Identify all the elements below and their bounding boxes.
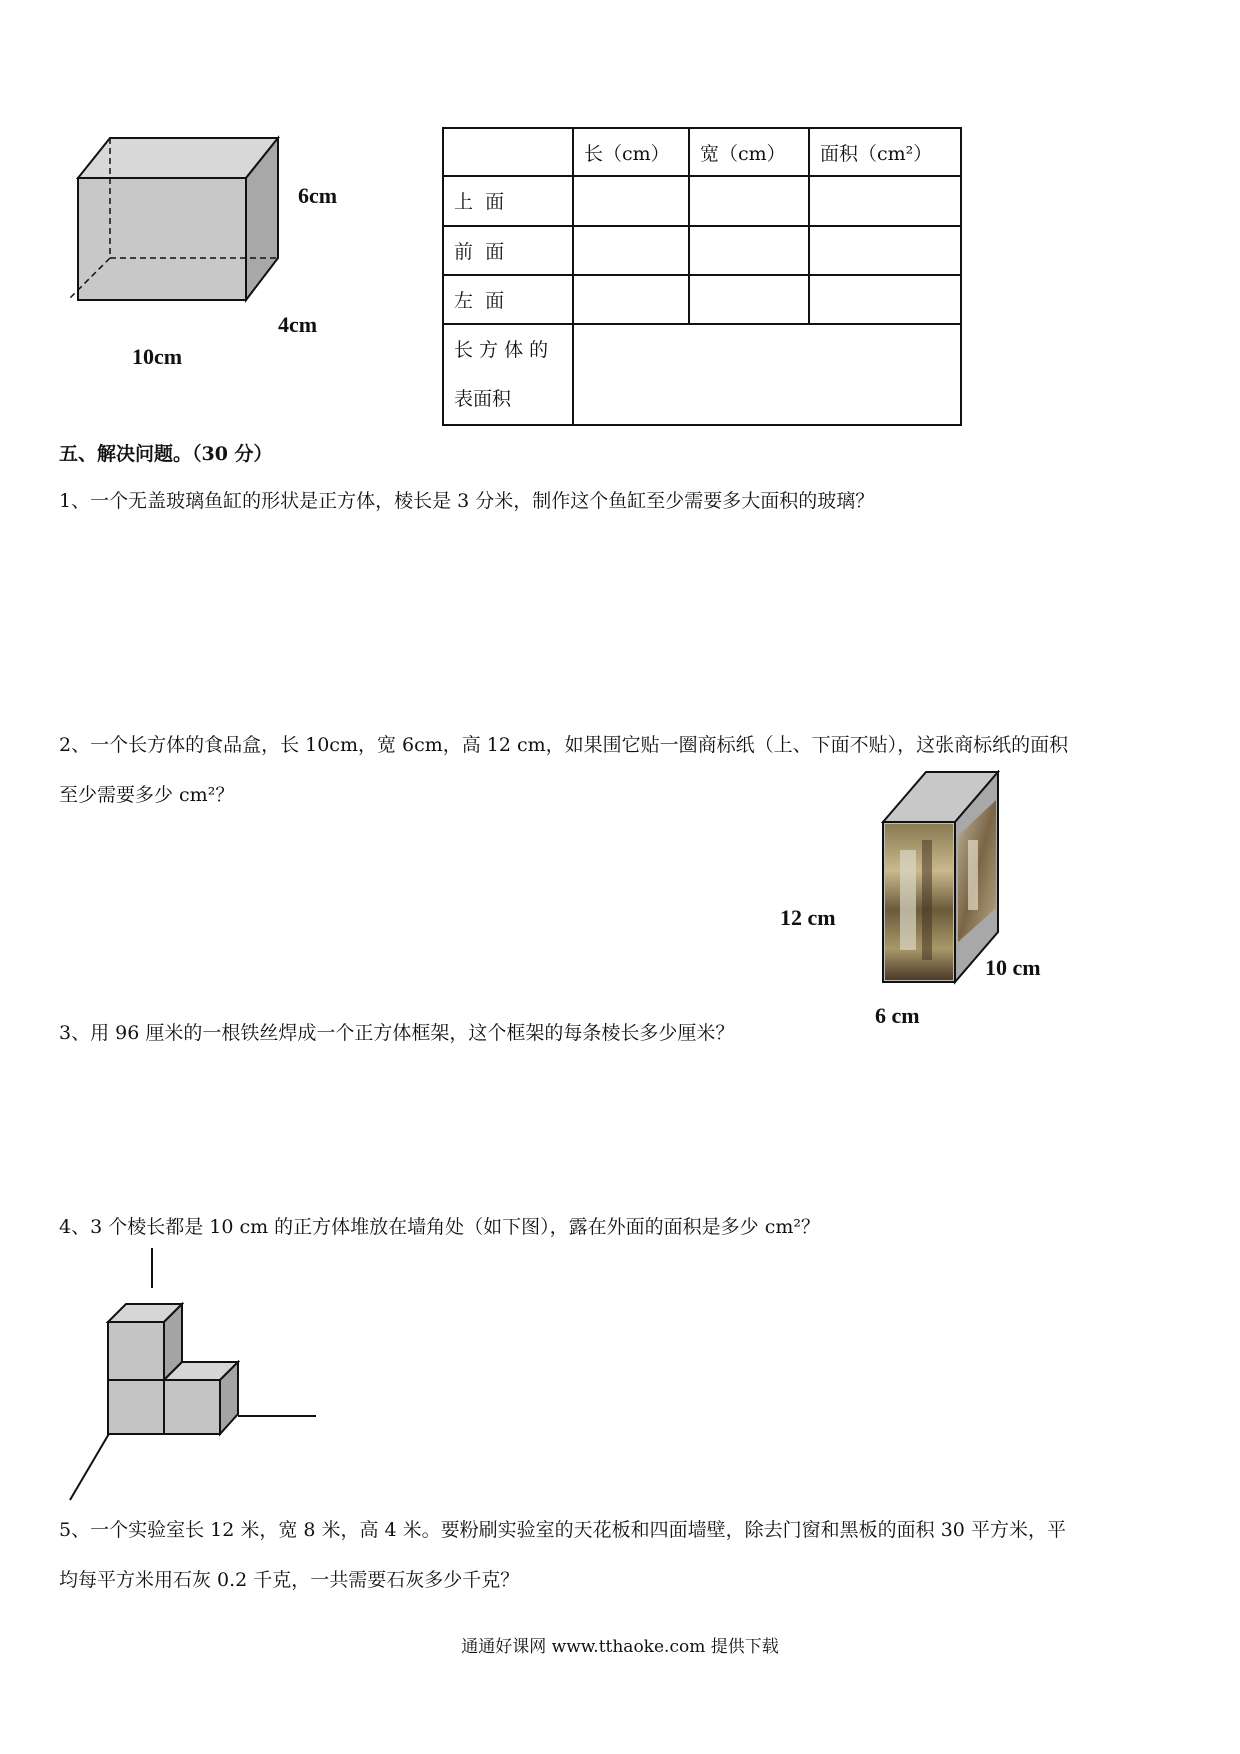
question-2-line1: 2、一个长方体的食品盒，长 10cm，宽 6cm，高 12 cm，如果围它贴一圈商标纸（上、下面不贴），这张商标纸的面积 [59, 734, 1069, 756]
question-4: 4、3 个棱长都是 10 cm 的正方体堆放在墙角处（如下图），露在外面的面积是多少 cm²？ [59, 1216, 820, 1238]
section-title: 五、解决问题。（30 分） [59, 443, 273, 465]
answer-cell[interactable] [809, 176, 961, 225]
answer-cell[interactable] [573, 226, 689, 275]
total-label-line2: 表面积 [454, 387, 512, 410]
answer-cell[interactable] [573, 275, 689, 324]
question-5-line1: 5、一个实验室长 12 米，宽 8 米，高 4 米。要粉刷实验室的天花板和四面墙壁，除去门窗和黑板的面积 30 平方米，平 [59, 1519, 1066, 1541]
length-label: 10cm [132, 344, 183, 369]
question-2-line2: 至少需要多少 cm²？ [59, 784, 235, 806]
answer-cell[interactable] [809, 226, 961, 275]
question-1: 1、一个无盖玻璃鱼缸的形状是正方体，棱长是 3 分米，制作这个鱼缸至少需要多大面积的玻璃？ [59, 490, 875, 512]
surface-area-table [442, 127, 962, 426]
question-5-line2: 均每平方米用石灰 0.2 千克，一共需要石灰多少千克？ [59, 1569, 520, 1591]
cuboid-figure [60, 130, 300, 310]
row-label-top: 上 面 [443, 176, 573, 225]
row-label-left: 左 面 [443, 275, 573, 324]
row-label-total [443, 324, 573, 425]
box-width-label: 6 cm [875, 1003, 920, 1028]
total-label-line1: 长 方 体 的 [454, 338, 549, 361]
question-3: 3、用 96 厘米的一根铁丝焊成一个正方体框架，这个框架的每条棱长多少厘米？ [59, 1022, 735, 1044]
answer-cell[interactable] [573, 176, 689, 225]
height-label: 6cm [298, 183, 338, 208]
table-header-blank [443, 128, 573, 176]
row-label-front: 前 面 [443, 226, 573, 275]
footer-credit: 通通好课网 www.tthaoke.com 提供下载 [461, 1637, 779, 1657]
table-header-width: 宽（cm） [689, 128, 809, 176]
answer-cell[interactable] [689, 176, 809, 225]
answer-cell[interactable] [809, 275, 961, 324]
table-header-length: 长（cm） [573, 128, 689, 176]
total-answer-cell[interactable] [573, 324, 961, 425]
answer-cell[interactable] [689, 226, 809, 275]
answer-cell[interactable] [689, 275, 809, 324]
box-depth-label: 10 cm [985, 955, 1041, 980]
depth-label: 4cm [278, 312, 318, 337]
stacked-cubes-figure [60, 1248, 320, 1508]
box-height-label: 12 cm [780, 905, 836, 930]
table-header-area: 面积（cm²） [809, 128, 961, 176]
